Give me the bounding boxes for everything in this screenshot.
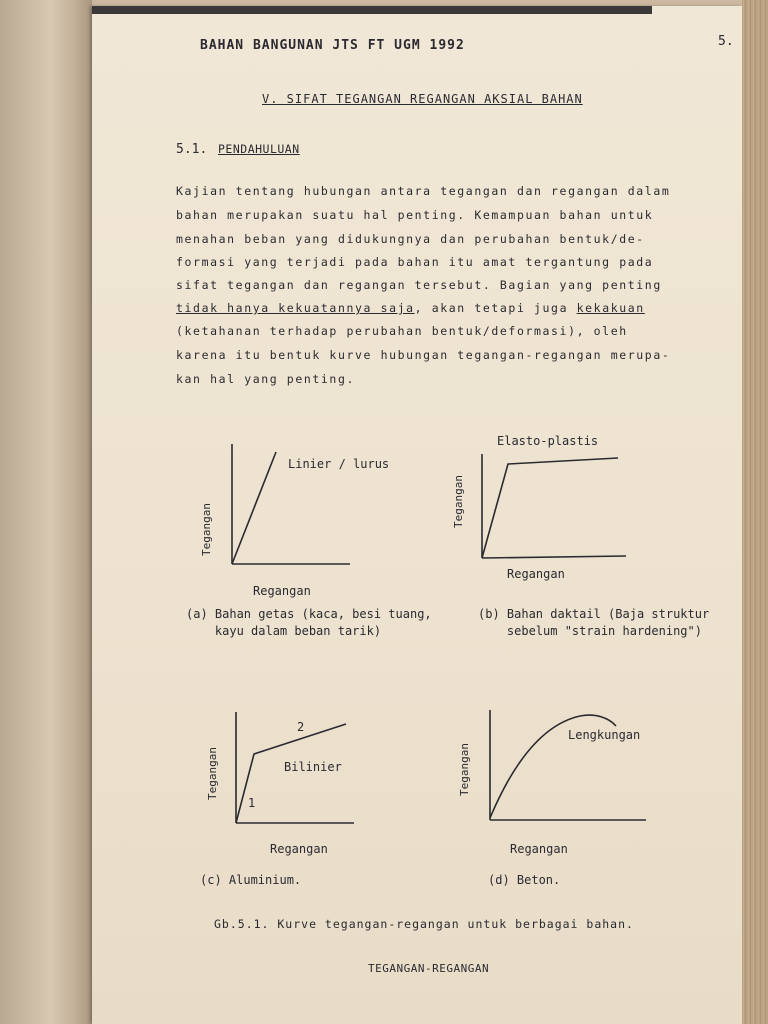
graph-d-xlabel: Regangan — [510, 842, 568, 856]
graph-b-xlabel: Regangan — [507, 567, 565, 581]
graph-b-ylabel: Tegangan — [452, 475, 465, 528]
section-number: 5.1. — [176, 142, 208, 157]
top-dark-strip — [92, 6, 652, 14]
graph-c-xlabel: Regangan — [270, 842, 328, 856]
paragraph-line: sifat tegangan dan regangan tersebut. Bagian yang penting — [176, 278, 662, 292]
page-footer: TEGANGAN-REGANGAN — [368, 962, 490, 975]
book-spine — [0, 0, 92, 1024]
paragraph-line: kan hal yang penting. — [176, 372, 355, 386]
graph-b-caption: sebelum "strain hardening") — [478, 624, 702, 638]
graph-a-ylabel: Tegangan — [200, 503, 213, 556]
graph-a-caption: kayu dalam beban tarik) — [186, 624, 382, 638]
graph-a-curve-label: Linier / lurus — [288, 457, 390, 471]
running-header: BAHAN BANGUNAN JTS FT UGM 1992 — [200, 38, 465, 53]
paragraph-line: tidak hanya kekuatannya saja, akan tetapi juga kekakuan — [176, 301, 645, 315]
graph-c-ylabel: Tegangan — [206, 747, 219, 800]
page-number: 5. — [718, 34, 734, 49]
graph-d-curve-label: Lengkungan — [568, 728, 641, 742]
graph-b-elasto-plastic — [476, 450, 636, 565]
paragraph-line: formasi yang terjadi pada bahan itu amat tergantung pada — [176, 255, 654, 269]
graph-c-curve-label: Bilinier — [284, 760, 342, 774]
graph-c-segment-2-label: 2 — [297, 720, 305, 734]
page-edges — [742, 0, 768, 1024]
chapter-title: V. SIFAT TEGANGAN REGANGAN AKSIAL BAHAN — [262, 92, 583, 106]
section-title: PENDAHULUAN — [218, 142, 300, 156]
graph-a-curve — [232, 452, 276, 564]
graph-b-x-axis — [482, 556, 626, 558]
graph-c-caption: (c) Aluminium. — [200, 873, 302, 887]
graph-a-xlabel: Regangan — [253, 584, 311, 598]
graph-c-segment-1-label: 1 — [248, 796, 256, 810]
paragraph-line: karena itu bentuk kurve hubungan tegangan-regangan merupa- — [176, 348, 671, 362]
graph-d-curved — [484, 706, 654, 826]
underlined-phrase: tidak hanya kekuatannya saja — [176, 301, 415, 315]
underlined-phrase: kekakuan — [576, 301, 645, 315]
graph-d-ylabel: Tegangan — [458, 743, 471, 796]
paragraph-line: bahan merupakan suatu hal penting. Kemampuan bahan untuk — [176, 208, 654, 222]
graph-b-curve — [482, 458, 618, 558]
graph-b-caption: (b) Bahan daktail (Baja struktur — [478, 607, 710, 621]
page-sheet — [92, 6, 742, 1024]
paragraph-line: menahan beban yang didukungnya dan perubahan bentuk/de- — [176, 232, 645, 246]
figure-caption: Gb.5.1. Kurve tegangan-regangan untuk berbagai bahan. — [214, 917, 634, 931]
graph-d-caption: (d) Beton. — [488, 873, 561, 887]
paragraph-line: Kajian tentang hubungan antara tegangan dan regangan dalam — [176, 184, 671, 198]
graph-b-curve-label: Elasto-plastis — [497, 434, 599, 448]
graph-a-caption: (a) Bahan getas (kaca, besi tuang, — [186, 607, 432, 621]
paragraph-line: (ketahanan terhadap perubahan bentuk/deformasi), oleh — [176, 324, 628, 338]
